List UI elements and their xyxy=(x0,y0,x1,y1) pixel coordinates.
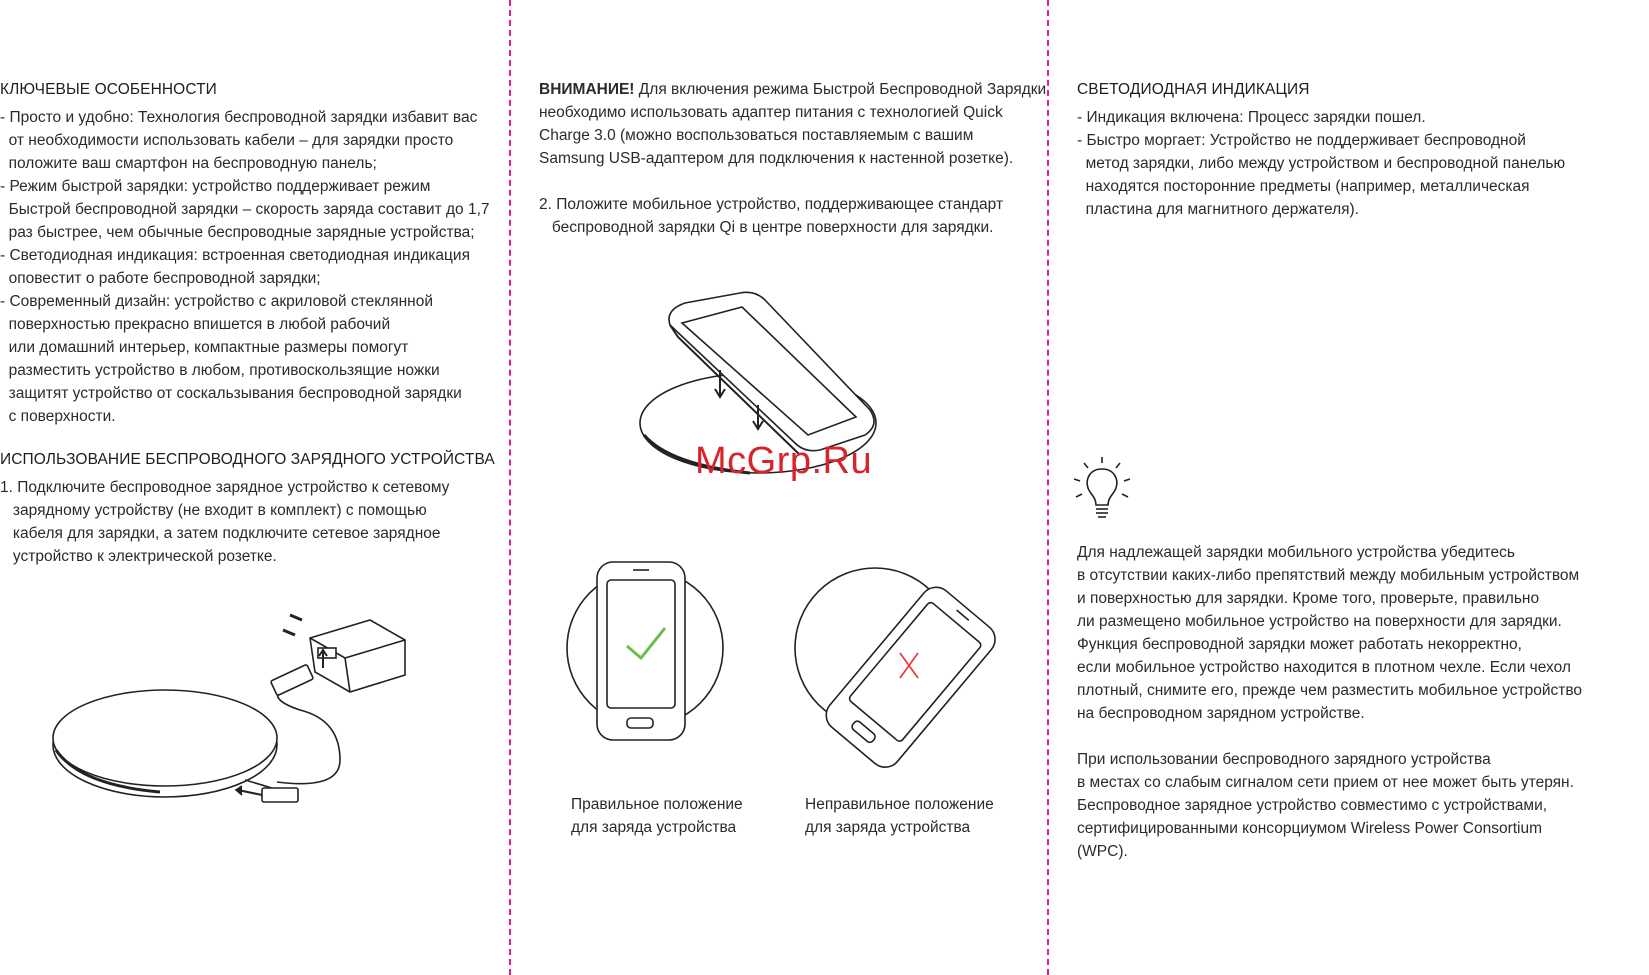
charger-setup-illustration xyxy=(40,590,430,830)
features-line: - Современный дизайн: устройство с акриловой стеклянной xyxy=(0,293,433,310)
features-line: раз быстрее, чем обычные беспроводные зарядные устройства; xyxy=(0,224,475,241)
column-divider-left xyxy=(509,0,511,975)
led-line: пластина для магнитного держателя). xyxy=(1077,201,1359,218)
column-divider-right xyxy=(1047,0,1049,975)
led-heading: СВЕТОДИОДНАЯ ИНДИКАЦИЯ xyxy=(1077,81,1310,98)
features-line: от необходимости использовать кабели – для зарядки просто xyxy=(0,132,454,149)
warning-first-line xyxy=(539,78,1047,101)
signal-line: сертифицированными консорциумом Wireless Power Consortium xyxy=(1077,820,1543,837)
features-list xyxy=(0,106,500,428)
tip-line: в отсутствии каких-либо препятствий между мобильным устройством xyxy=(1077,567,1580,584)
lightbulb-icon xyxy=(1072,455,1132,525)
features-line: положите ваш смартфон на беспроводную панель; xyxy=(0,155,377,172)
led-line: - Быстро моргает: Устройство не поддерживает беспроводной xyxy=(1077,132,1526,149)
features-line: - Режим быстрой зарядки: устройство поддерживает режим xyxy=(0,178,431,195)
charging-cable xyxy=(277,685,340,784)
usage-heading: ИСПОЛЬЗОВАНИЕ БЕСПРОВОДНОГО ЗАРЯДНОГО УСТРОЙСТВА xyxy=(0,451,495,468)
tip-line: если мобильное устройство находится в плотном чехле. Если чехол xyxy=(1077,659,1571,676)
tip-line: плотный, снимите его, прежде чем разместить мобильное устройство xyxy=(1077,682,1583,699)
column-1 xyxy=(0,78,500,568)
led-line: метод зарядки, либо между устройством и беспроводной панелью xyxy=(1077,155,1566,172)
tip-line: на беспроводном зарядном устройстве. xyxy=(1077,705,1365,722)
usage-list xyxy=(0,476,500,568)
tip-line: ли размещено мобильное устройство на поверхности для зарядки. xyxy=(1077,613,1562,630)
usage-line: кабеля для зарядки, а затем подключите сетевое зарядное xyxy=(0,525,441,542)
step2-line: беспроводной зарядки Qi в центре поверхности для зарядки. xyxy=(539,219,994,236)
tip-line: и поверхностью для зарядки. Кроме того, проверьте, правильно xyxy=(1077,590,1540,607)
signal-line: Беспроводное зарядное устройство совместимо с устройствами, xyxy=(1077,797,1548,814)
features-line: Быстрой беспроводной зарядки – скорость заряда составит до 1,7 xyxy=(0,201,490,218)
features-line: оповестит о работе беспроводной зарядки; xyxy=(0,270,321,287)
signal-line: (WPC). xyxy=(1077,843,1128,860)
tip-line: Функция беспроводной зарядки может работать некорректно, xyxy=(1077,636,1522,653)
warning-line: Charge 3.0 (можно воспользоваться поставляемым с вашим xyxy=(539,127,974,144)
led-list xyxy=(1077,106,1637,221)
warning-label: ВНИМАНИЕ! xyxy=(539,81,635,98)
warning-line: необходимо использовать адаптер питания с технологией Quick xyxy=(539,104,1003,121)
smartphone xyxy=(820,581,1002,774)
step2-line: 2. Положите мобильное устройство, поддерживающее стандарт xyxy=(539,196,1004,213)
usage-line: зарядному устройству (не входит в комплект) с помощью xyxy=(0,502,427,519)
correct-placement-illustration xyxy=(565,558,735,748)
correct-caption: Правильное положение для заряда устройства xyxy=(571,796,743,836)
warning-text: Для включения режима Быстрой Беспроводной Зарядки xyxy=(634,81,1047,98)
features-heading: КЛЮЧЕВЫЕ ОСОБЕННОСТИ xyxy=(0,81,217,98)
features-line: - Просто и удобно: Технология беспроводной зарядки избавит вас xyxy=(0,109,478,126)
features-line: разместить устройство в любом, противоскользящие ножки xyxy=(0,362,440,379)
led-line: - Индикация включена: Процесс зарядки пошел. xyxy=(1077,109,1426,126)
features-line: - Светодиодная индикация: встроенная светодиодная индикация xyxy=(0,247,470,264)
warning-line: Samsung USB-адаптером для подключения к настенной розетке). xyxy=(539,150,1014,167)
usage-line: устройство к электрической розетке. xyxy=(0,548,277,565)
column-2 xyxy=(539,78,1047,239)
tip-block xyxy=(1077,541,1647,863)
signal-line: При использовании беспроводного зарядного устройства xyxy=(1077,751,1491,768)
usb-c-connector xyxy=(262,788,298,802)
features-line: или домашний интерьер, компактные размеры помогут xyxy=(0,339,409,356)
usage-line: 1. Подключите беспроводное зарядное устройство к сетевому xyxy=(0,479,450,496)
tip-line: Для надлежащей зарядки мобильного устройства убедитесь xyxy=(1077,544,1515,561)
incorrect-caption: Неправильное положение для заряда устройства xyxy=(805,796,994,836)
watermark: McGrp.Ru xyxy=(695,440,873,482)
features-line: поверхностью прекрасно впишется в любой рабочий xyxy=(0,316,391,333)
features-line: защитят устройство от соскальзывания беспроводной зарядки xyxy=(0,385,462,402)
usb-connector xyxy=(270,664,313,695)
led-line: находятся посторонние предметы (например, металлическая xyxy=(1077,178,1530,195)
smartphone xyxy=(597,562,685,740)
signal-line: в местах со слабым сигналом сети прием от нее может быть утерян. xyxy=(1077,774,1574,791)
features-line: с поверхности. xyxy=(0,408,116,425)
incorrect-placement-illustration xyxy=(790,568,1000,768)
column-3 xyxy=(1077,78,1637,221)
